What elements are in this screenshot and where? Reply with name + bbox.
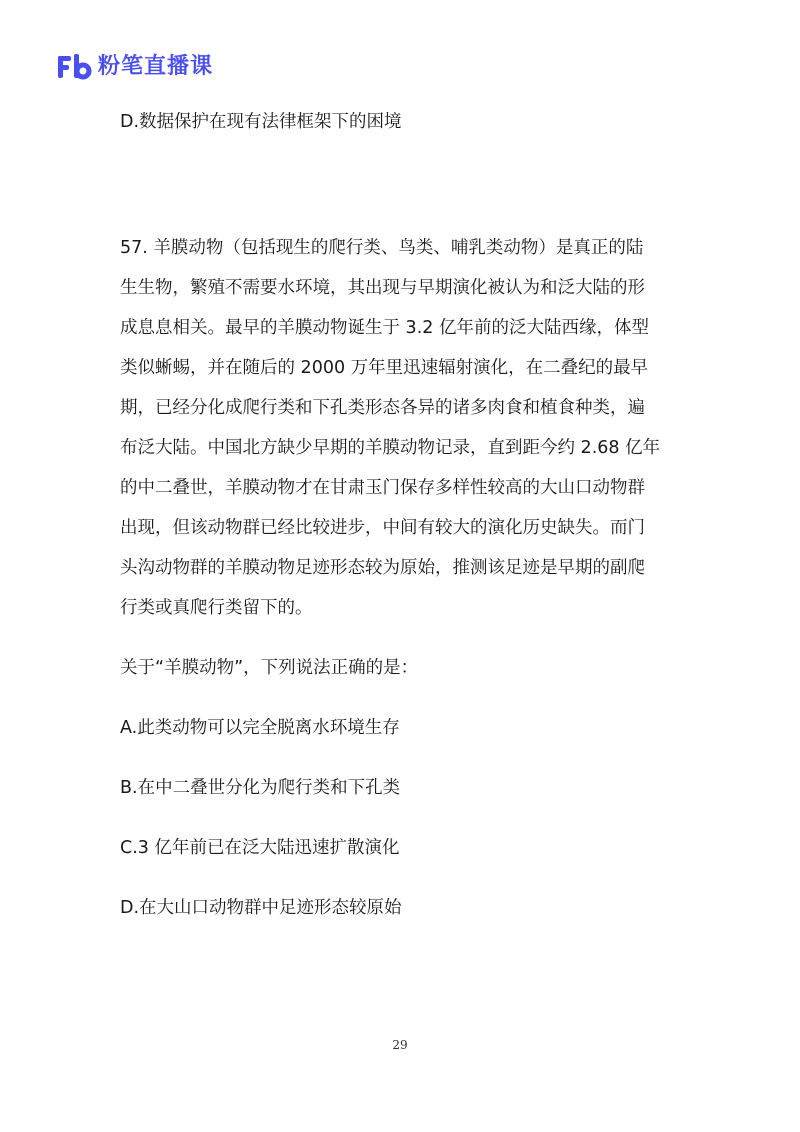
passage-line: 期，已经分化成爬行类和下孔类形态各异的诸多肉食和植食种类，遍 — [120, 398, 645, 418]
option-b: B.在中二叠世分化为爬行类和下孔类 — [120, 778, 401, 798]
question-prompt: 关于“羊膜动物”，下列说法正确的是： — [120, 658, 419, 678]
header — [58, 52, 213, 82]
passage-line: 行类或真爬行类留下的。 — [120, 598, 313, 618]
previous-question-option-d: D.数据保护在现有法律框架下的困境 — [120, 112, 402, 132]
passage-line: 的中二叠世，羊膜动物才在甘肃玉门保存多样性较高的大山口动物群 — [120, 478, 645, 498]
option-d: D.在大山口动物群中足迹形态较原始 — [120, 898, 402, 918]
logo-text: 粉笔直播课 — [98, 54, 214, 79]
question-57-passage — [120, 228, 685, 628]
passage-line: 头沟动物群的羊膜动物足迹形态较为原始，推测该足迹是早期的副爬 — [120, 558, 645, 578]
document-content — [120, 98, 685, 928]
passage-line: 类似蜥蜴，并在随后的 2000 万年里迅速辐射演化，在二叠纪的最早 — [120, 358, 649, 378]
passage-line: 生生物，繁殖不需要水环境，其出现与早期演化被认为和泛大陆的形 — [120, 278, 645, 298]
passage-line: 布泛大陆。中国北方缺少早期的羊膜动物记录，直到距今约 2.68 亿年 — [120, 438, 661, 458]
passage-line: 成息息相关。最早的羊膜动物诞生于 3.2 亿年前的泛大陆西缘，体型 — [120, 318, 649, 338]
page-number: 29 — [392, 1038, 408, 1052]
passage-line: 出现，但该动物群已经比较进步，中间有较大的演化历史缺失。而门 — [120, 518, 645, 538]
fenbi-logo-icon — [58, 54, 92, 80]
option-a: A.此类动物可以完全脱离水环境生存 — [120, 718, 400, 738]
option-c: C.3 亿年前已在泛大陆迅速扩散演化 — [120, 838, 400, 858]
passage-line: 57. 羊膜动物（包括现生的爬行类、鸟类、哺乳类动物）是真正的陆 — [120, 238, 644, 258]
